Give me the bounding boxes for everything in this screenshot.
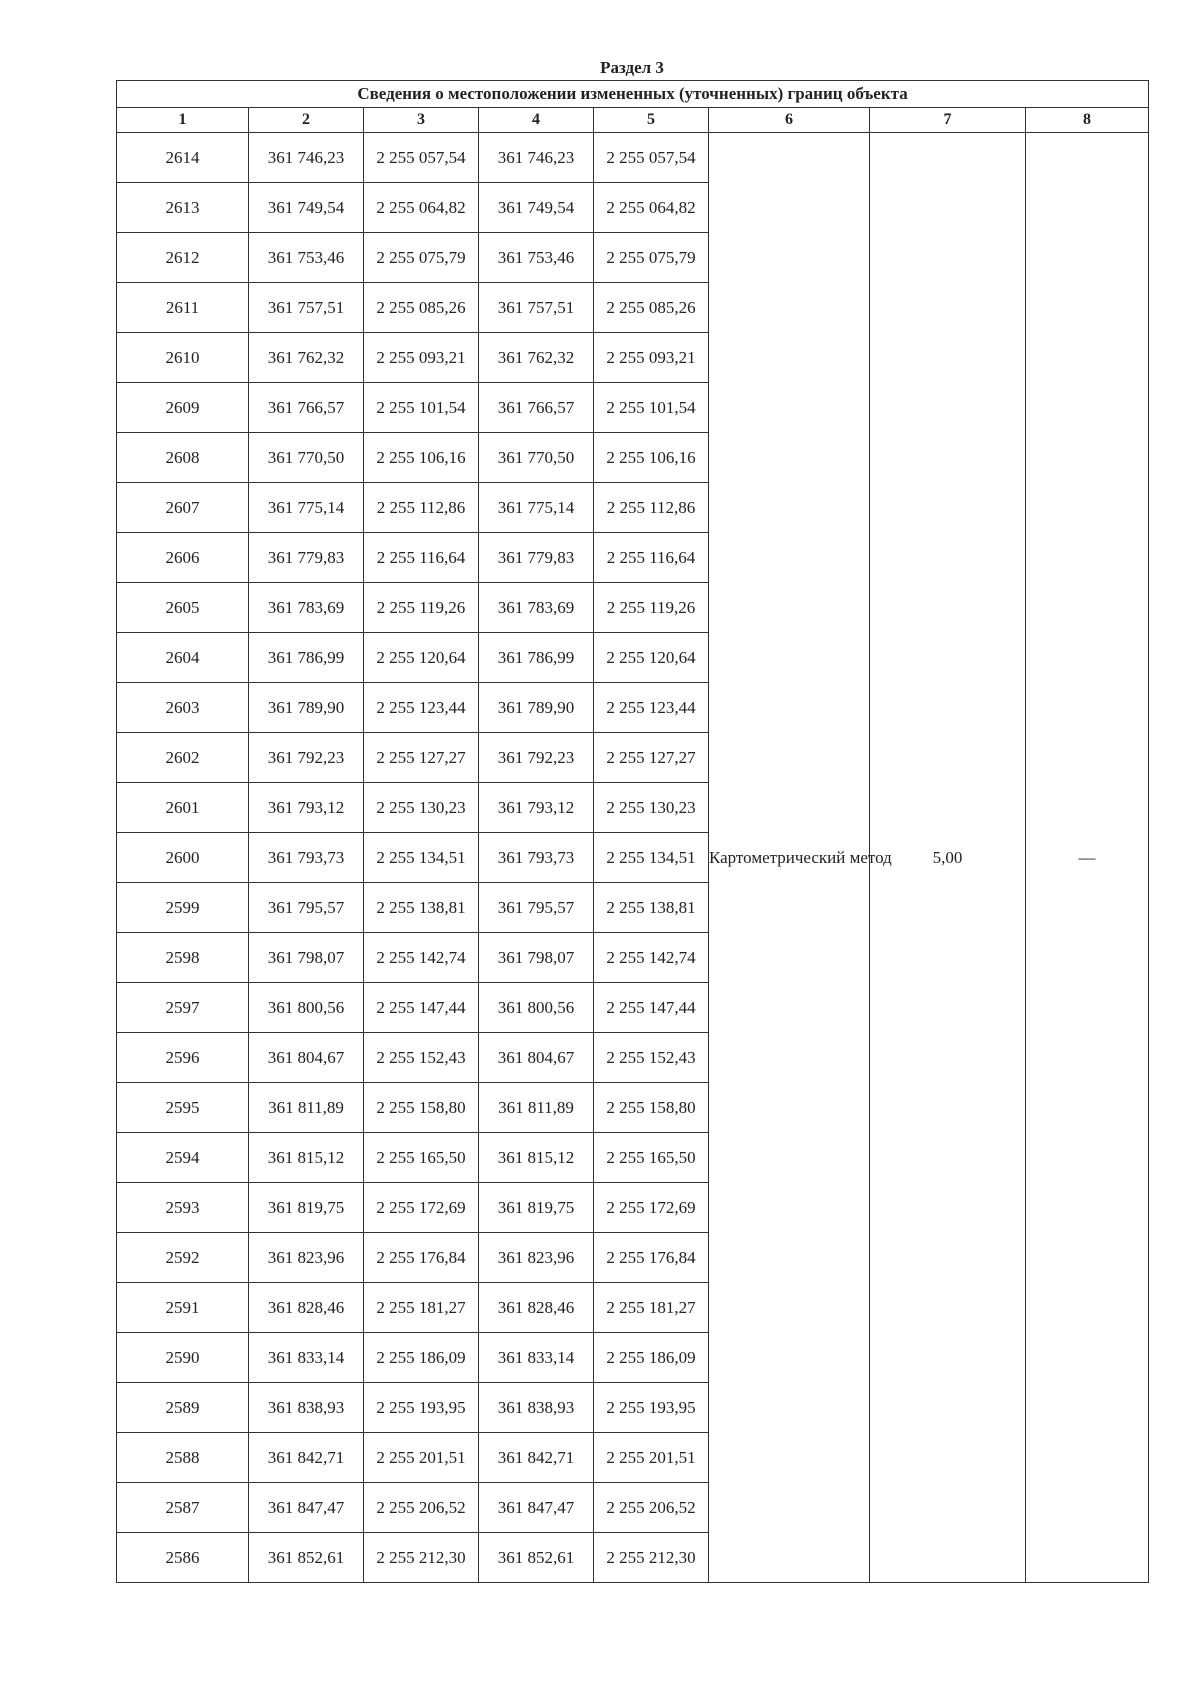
point-number-cell: 2601 [117, 783, 249, 833]
y-new-cell: 2 255 176,84 [594, 1233, 709, 1283]
y-new-cell: 2 255 085,26 [594, 283, 709, 333]
y-existing-cell: 2 255 106,16 [364, 433, 479, 483]
point-number-cell: 2610 [117, 333, 249, 383]
y-new-cell: 2 255 075,79 [594, 233, 709, 283]
point-number-cell: 2607 [117, 483, 249, 533]
x-new-cell: 361 828,46 [479, 1283, 594, 1333]
x-new-cell: 361 783,69 [479, 583, 594, 633]
x-new-cell: 361 746,23 [479, 133, 594, 183]
x-existing-cell: 361 842,71 [249, 1433, 364, 1483]
x-new-cell: 361 786,99 [479, 633, 594, 683]
x-existing-cell: 361 800,56 [249, 983, 364, 1033]
x-new-cell: 361 753,46 [479, 233, 594, 283]
y-existing-cell: 2 255 165,50 [364, 1133, 479, 1183]
point-number-cell: 2602 [117, 733, 249, 783]
point-number-cell: 2589 [117, 1383, 249, 1433]
column-number: 8 [1026, 108, 1149, 133]
point-number-cell: 2590 [117, 1333, 249, 1383]
column-numbers-row [117, 108, 1149, 133]
x-existing-cell: 361 786,99 [249, 633, 364, 683]
x-new-cell: 361 833,14 [479, 1333, 594, 1383]
point-number-cell: 2596 [117, 1033, 249, 1083]
point-number-cell: 2593 [117, 1183, 249, 1233]
y-new-cell: 2 255 206,52 [594, 1483, 709, 1533]
column-number: 1 [117, 108, 249, 133]
point-number-cell: 2609 [117, 383, 249, 433]
y-new-cell: 2 255 134,51 [594, 833, 709, 883]
point-number-cell: 2588 [117, 1433, 249, 1483]
y-existing-cell: 2 255 142,74 [364, 933, 479, 983]
x-existing-cell: 361 757,51 [249, 283, 364, 333]
x-existing-cell: 361 847,47 [249, 1483, 364, 1533]
y-new-cell: 2 255 106,16 [594, 433, 709, 483]
y-existing-cell: 2 255 134,51 [364, 833, 479, 883]
x-new-cell: 361 793,12 [479, 783, 594, 833]
x-new-cell: 361 779,83 [479, 533, 594, 583]
column-number: 2 [249, 108, 364, 133]
column-number: 7 [870, 108, 1026, 133]
x-new-cell: 361 775,14 [479, 483, 594, 533]
x-existing-cell: 361 766,57 [249, 383, 364, 433]
y-existing-cell: 2 255 181,27 [364, 1283, 479, 1333]
method-cell: Картометрический метод [709, 133, 870, 1583]
precision-cell: 5,00 [870, 133, 1026, 1583]
x-existing-cell: 361 770,50 [249, 433, 364, 483]
point-number-cell: 2614 [117, 133, 249, 183]
y-new-cell: 2 255 172,69 [594, 1183, 709, 1233]
x-new-cell: 361 847,47 [479, 1483, 594, 1533]
x-existing-cell: 361 811,89 [249, 1083, 364, 1133]
y-new-cell: 2 255 138,81 [594, 883, 709, 933]
y-existing-cell: 2 255 057,54 [364, 133, 479, 183]
y-existing-cell: 2 255 206,52 [364, 1483, 479, 1533]
x-new-cell: 361 766,57 [479, 383, 594, 433]
x-new-cell: 361 823,96 [479, 1233, 594, 1283]
y-new-cell: 2 255 127,27 [594, 733, 709, 783]
x-existing-cell: 361 823,96 [249, 1233, 364, 1283]
x-existing-cell: 361 838,93 [249, 1383, 364, 1433]
point-number-cell: 2597 [117, 983, 249, 1033]
x-existing-cell: 361 793,73 [249, 833, 364, 883]
x-existing-cell: 361 804,67 [249, 1033, 364, 1083]
point-number-cell: 2591 [117, 1283, 249, 1333]
point-number-cell: 2587 [117, 1483, 249, 1533]
y-new-cell: 2 255 193,95 [594, 1383, 709, 1433]
x-new-cell: 361 789,90 [479, 683, 594, 733]
y-new-cell: 2 255 101,54 [594, 383, 709, 433]
y-existing-cell: 2 255 123,44 [364, 683, 479, 733]
point-number-cell: 2613 [117, 183, 249, 233]
point-number-cell: 2586 [117, 1533, 249, 1583]
y-new-cell: 2 255 057,54 [594, 133, 709, 183]
x-new-cell: 361 800,56 [479, 983, 594, 1033]
y-new-cell: 2 255 212,30 [594, 1533, 709, 1583]
y-new-cell: 2 255 147,44 [594, 983, 709, 1033]
point-number-cell: 2611 [117, 283, 249, 333]
y-existing-cell: 2 255 147,44 [364, 983, 479, 1033]
y-existing-cell: 2 255 158,80 [364, 1083, 479, 1133]
x-new-cell: 361 852,61 [479, 1533, 594, 1583]
y-new-cell: 2 255 142,74 [594, 933, 709, 983]
column-number: 4 [479, 108, 594, 133]
y-existing-cell: 2 255 172,69 [364, 1183, 479, 1233]
x-new-cell: 361 804,67 [479, 1033, 594, 1083]
y-new-cell: 2 255 116,64 [594, 533, 709, 583]
y-existing-cell: 2 255 112,86 [364, 483, 479, 533]
x-new-cell: 361 792,23 [479, 733, 594, 783]
y-existing-cell: 2 255 130,23 [364, 783, 479, 833]
y-new-cell: 2 255 165,50 [594, 1133, 709, 1183]
x-existing-cell: 361 783,69 [249, 583, 364, 633]
point-number-cell: 2594 [117, 1133, 249, 1183]
x-new-cell: 361 838,93 [479, 1383, 594, 1433]
y-existing-cell: 2 255 085,26 [364, 283, 479, 333]
x-new-cell: 361 798,07 [479, 933, 594, 983]
y-existing-cell: 2 255 127,27 [364, 733, 479, 783]
point-number-cell: 2604 [117, 633, 249, 683]
y-existing-cell: 2 255 193,95 [364, 1383, 479, 1433]
x-new-cell: 361 815,12 [479, 1133, 594, 1183]
column-number: 3 [364, 108, 479, 133]
y-new-cell: 2 255 130,23 [594, 783, 709, 833]
x-existing-cell: 361 828,46 [249, 1283, 364, 1333]
y-existing-cell: 2 255 101,54 [364, 383, 479, 433]
x-existing-cell: 361 753,46 [249, 233, 364, 283]
y-existing-cell: 2 255 119,26 [364, 583, 479, 633]
x-existing-cell: 361 819,75 [249, 1183, 364, 1233]
column-number: 6 [709, 108, 870, 133]
table-row [117, 133, 1149, 183]
y-new-cell: 2 255 123,44 [594, 683, 709, 733]
x-existing-cell: 361 779,83 [249, 533, 364, 583]
y-existing-cell: 2 255 176,84 [364, 1233, 479, 1283]
point-number-cell: 2606 [117, 533, 249, 583]
y-new-cell: 2 255 064,82 [594, 183, 709, 233]
x-new-cell: 361 757,51 [479, 283, 594, 333]
x-new-cell: 361 842,71 [479, 1433, 594, 1483]
x-existing-cell: 361 798,07 [249, 933, 364, 983]
y-existing-cell: 2 255 186,09 [364, 1333, 479, 1383]
y-new-cell: 2 255 119,26 [594, 583, 709, 633]
point-number-cell: 2592 [117, 1233, 249, 1283]
column-number: 5 [594, 108, 709, 133]
y-new-cell: 2 255 152,43 [594, 1033, 709, 1083]
x-existing-cell: 361 815,12 [249, 1133, 364, 1183]
x-existing-cell: 361 793,12 [249, 783, 364, 833]
x-new-cell: 361 793,73 [479, 833, 594, 883]
point-number-cell: 2605 [117, 583, 249, 633]
y-existing-cell: 2 255 152,43 [364, 1033, 479, 1083]
y-existing-cell: 2 255 138,81 [364, 883, 479, 933]
x-existing-cell: 361 749,54 [249, 183, 364, 233]
x-existing-cell: 361 762,32 [249, 333, 364, 383]
point-number-cell: 2600 [117, 833, 249, 883]
table-body [117, 133, 1149, 1583]
x-new-cell: 361 762,32 [479, 333, 594, 383]
x-existing-cell: 361 852,61 [249, 1533, 364, 1583]
x-existing-cell: 361 775,14 [249, 483, 364, 533]
column-8-cell: — [1026, 133, 1149, 1583]
point-number-cell: 2608 [117, 433, 249, 483]
x-new-cell: 361 819,75 [479, 1183, 594, 1233]
table-caption: Сведения о местоположении измененных (уточненных) границ объекта [117, 81, 1149, 108]
y-existing-cell: 2 255 116,64 [364, 533, 479, 583]
section-title: Раздел 3 [600, 58, 664, 77]
y-existing-cell: 2 255 075,79 [364, 233, 479, 283]
y-new-cell: 2 255 112,86 [594, 483, 709, 533]
y-new-cell: 2 255 158,80 [594, 1083, 709, 1133]
y-existing-cell: 2 255 201,51 [364, 1433, 479, 1483]
x-new-cell: 361 749,54 [479, 183, 594, 233]
x-existing-cell: 361 792,23 [249, 733, 364, 783]
y-new-cell: 2 255 201,51 [594, 1433, 709, 1483]
y-new-cell: 2 255 120,64 [594, 633, 709, 683]
point-number-cell: 2599 [117, 883, 249, 933]
x-existing-cell: 361 833,14 [249, 1333, 364, 1383]
point-number-cell: 2595 [117, 1083, 249, 1133]
point-number-cell: 2612 [117, 233, 249, 283]
y-existing-cell: 2 255 093,21 [364, 333, 479, 383]
x-new-cell: 361 811,89 [479, 1083, 594, 1133]
x-existing-cell: 361 746,23 [249, 133, 364, 183]
point-number-cell: 2603 [117, 683, 249, 733]
y-existing-cell: 2 255 064,82 [364, 183, 479, 233]
point-number-cell: 2598 [117, 933, 249, 983]
y-new-cell: 2 255 181,27 [594, 1283, 709, 1333]
boundary-coordinates-table [116, 80, 1149, 1583]
y-existing-cell: 2 255 120,64 [364, 633, 479, 683]
x-new-cell: 361 770,50 [479, 433, 594, 483]
y-existing-cell: 2 255 212,30 [364, 1533, 479, 1583]
x-existing-cell: 361 795,57 [249, 883, 364, 933]
x-existing-cell: 361 789,90 [249, 683, 364, 733]
y-new-cell: 2 255 093,21 [594, 333, 709, 383]
x-new-cell: 361 795,57 [479, 883, 594, 933]
y-new-cell: 2 255 186,09 [594, 1333, 709, 1383]
